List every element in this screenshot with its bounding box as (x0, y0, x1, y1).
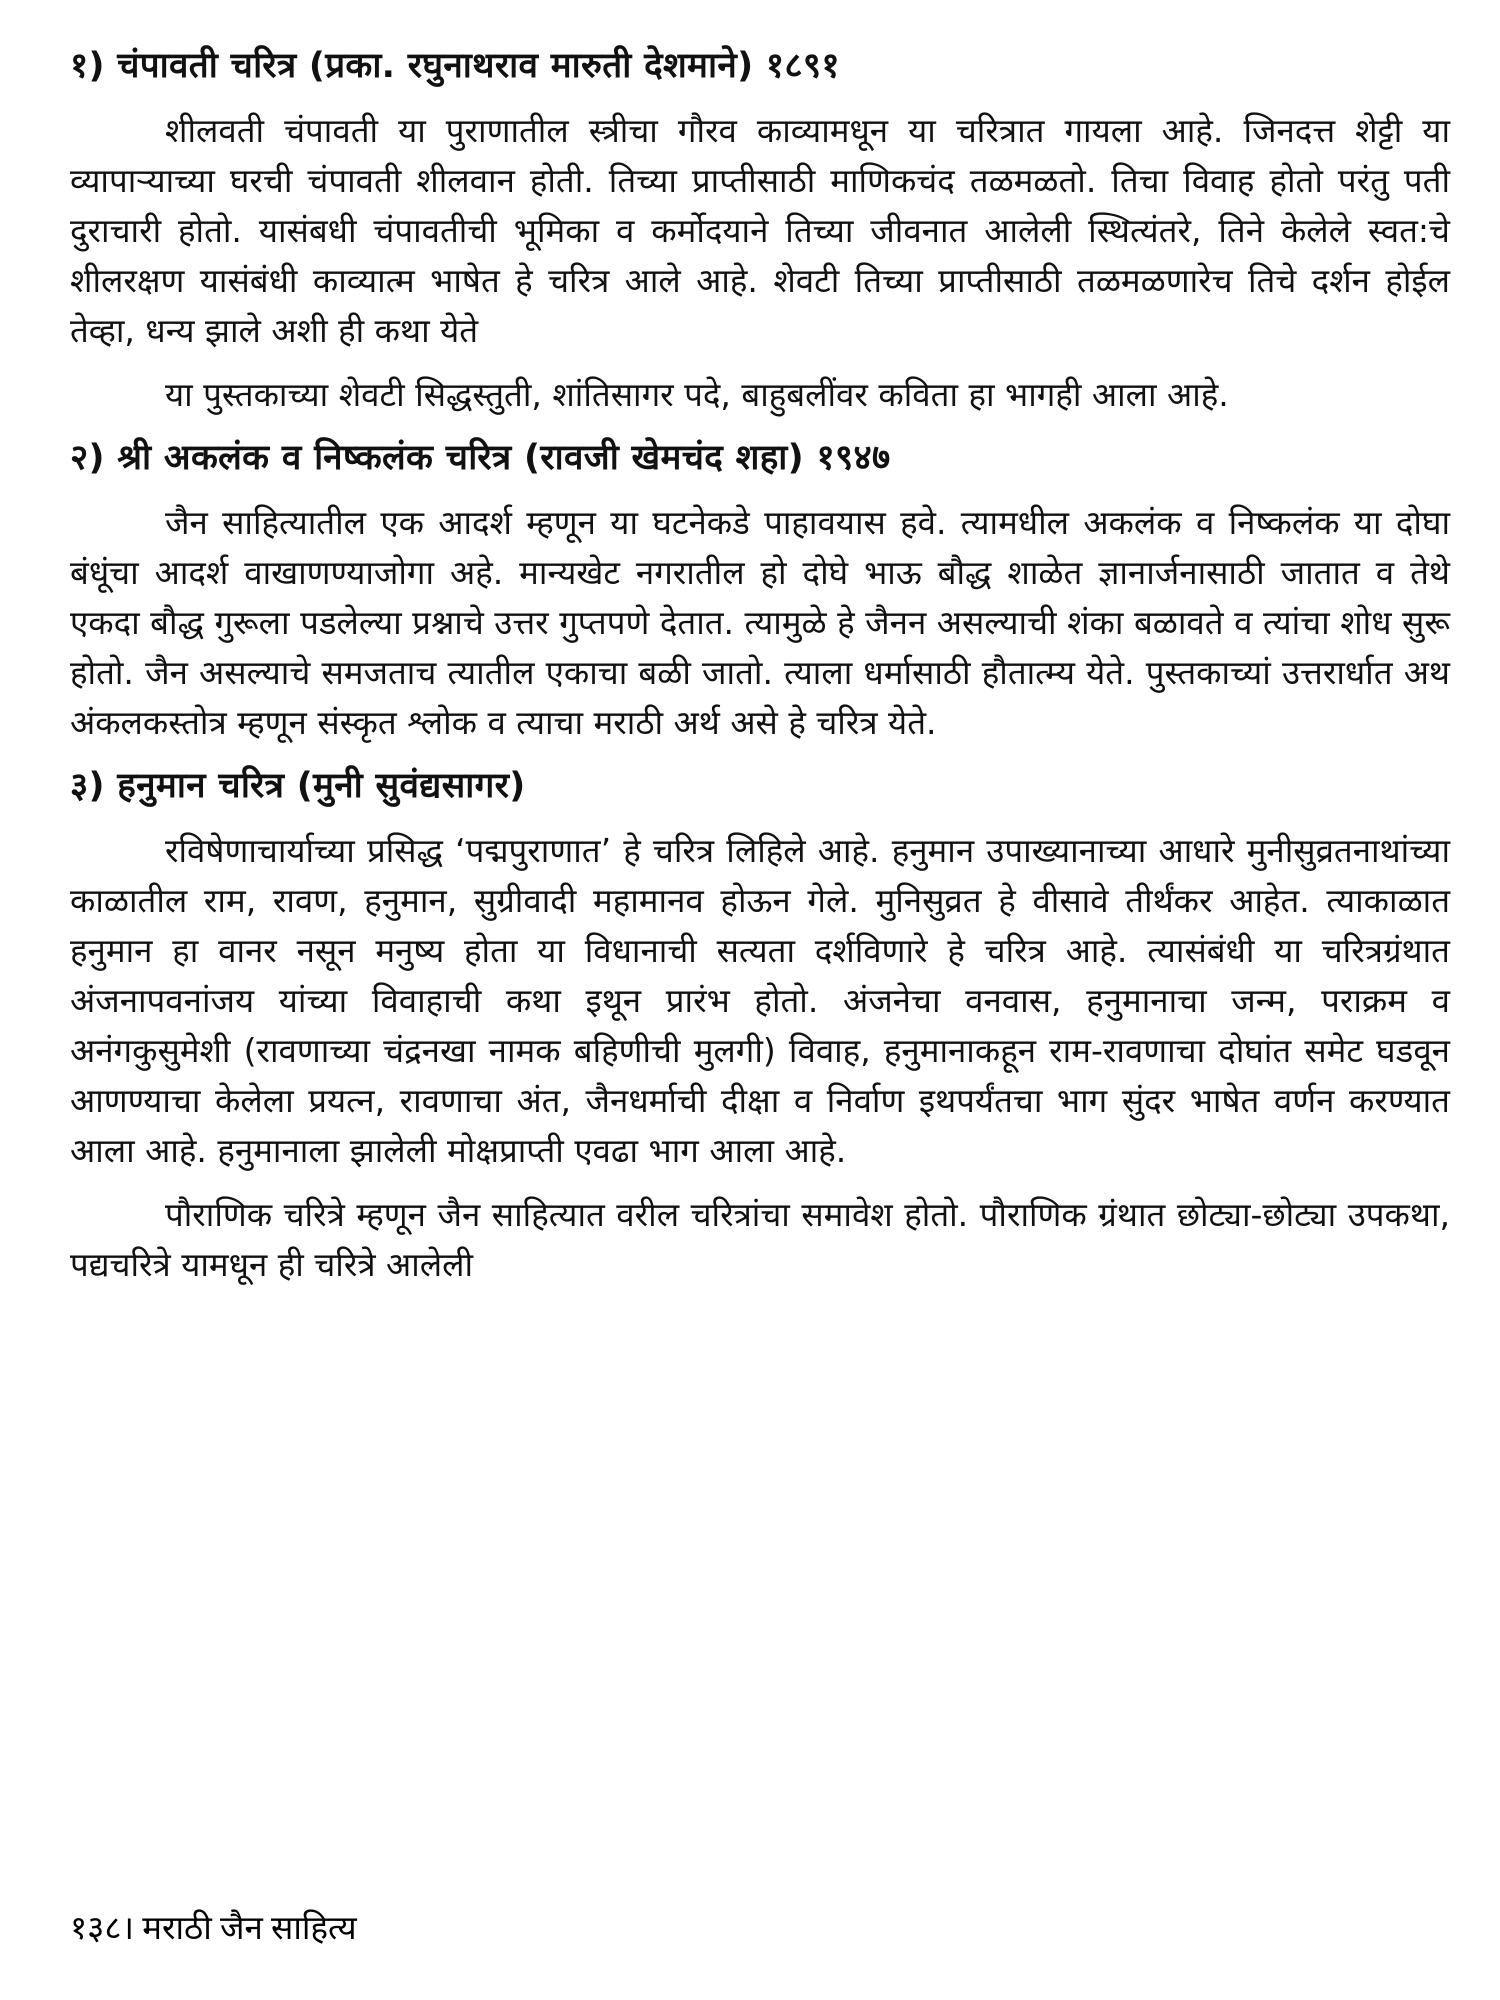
section-3-paragraph-1: रविषेणाचार्याच्या प्रसिद्ध ‘पद्मपुराणात’ हे चरित्र लिहिले आहे. हनुमान उपाख्यानाच्या आधारे मुनीसुव्रतनाथांच्या काळातील राम, रावण, हनुमान, सुग्रीवादी महामानव होऊन गेले. मुनिसुव्रत हे वीसावे तीर्थंकर आहेत. त्याकाळात हनुमान हा वानर नसून मनुष्य होता या विधानाची सत्यता दर्शविणारे हे चरित्र आहे. त्यासंबंधी या चरित्रग्रंथात अंजनापवनांजय यांच्या विवाहाची कथा इथून प्रारंभ होतो. अंजनेचा वनवास, हनुमानाचा जन्म, पराक्रम व अनंगकुसुमेशी (रावणाच्या चंद्रनखा नामक बहिणीची मुलगी) विवाह, हनुमानाकहून राम-रावणाचा दोघांत समेट घडवून आणण्याचा केलेला प्रयत्न, रावणाचा अंत, जैनधर्माची दीक्षा व निर्वाण इथपर्यंतचा भाग सुंदर भाषेत वर्णन करण्यात आला आहे. हनुमानाला झालेली मोक्षप्राप्ती एवढा भाग आला आहे. (70, 831, 1450, 1170)
section-1-paragraph-2: या पुस्तकाच्या शेवटी सिद्धस्तुती, शांतिसागर पदे, बाहुबलींवर कविता हा भागही आला आहे. (165, 375, 1229, 414)
section-1-heading: १) चंपावती चरित्र (प्रका. रघुनाथराव मारुती देशमाने) १८९१ (70, 46, 840, 86)
section-2-paragraph-1: जैन साहित्यातील एक आदर्श म्हणून या घटनेकडे पाहावयास हवे. त्यामधील अकलंक व निष्कलंक या दोघा बंधूंचा आदर्श वाखाणण्याजोगा अहे. मान्यखेट नगरातील हो दोघे भाऊ बौद्ध शाळेत ज्ञानार्जनासाठी जातात व तेथे एकदा बौद्ध गुरूला पडलेल्या प्रश्नाचे उत्तर गुप्तपणे देतात. त्यामुळे हे जैनन असल्याची शंका बळावते व त्यांचा शोध सुरू होतो. जैन असल्याचे समजताच त्यातील एकाचा बळी जातो. त्याला धर्मासाठी हौतात्म्य येते. पुस्तकाच्यां उत्तरार्धात अथ अंकलकस्तोत्र म्हणून संस्कृत श्लोक व त्याचा मराठी अर्थ असे हे चरित्र येते. (70, 503, 1450, 742)
section-2-heading: २) श्री अकलंक व निष्कलंक चरित्र (रावजी खेमचंद शहा) १९४७ (70, 438, 891, 478)
section-1-paragraph-1: शीलवती चंपावती या पुराणातील स्त्रीचा गौरव काव्यामधून या चरित्रात गायला आहे. जिनदत्त शेट्टी या व्यापाऱ्याच्या घरची चंपावती शीलवान होती. तिच्या प्राप्तीसाठी माणिकचंद तळमळतो. तिचा विवाह होतो परंतु पती दुराचारी होतो. यासंबधी चंपावतीची भूमिका व कर्मोदयाने तिच्या जीवनात आलेली स्थित्यंतरे, तिने केलेले स्वत:चे शीलरक्षण यासंबंधी काव्यात्म भाषेत हे चरित्र आले आहे. शेवटी तिच्या प्राप्तीसाठी तळमळणारेच तिचे दर्शन होईल तेव्हा, धन्य झाले अशी ही कथा येते (70, 111, 1450, 350)
section-3-heading: ३) हनुमान चरित्र (मुनी सुवंद्यसागर) (70, 766, 526, 806)
page-footer: १३८। मराठी जैन साहित्य (70, 1911, 357, 1947)
section-3-paragraph-2: पौराणिक चरित्रे म्हणून जैन साहित्यात वरील चरित्रांचा समावेश होतो. पौराणिक ग्रंथात छोट्या-छोट्या उपकथा, पद्यचरित्रे यामधून ही चरित्रे आलेली (70, 1195, 1450, 1284)
